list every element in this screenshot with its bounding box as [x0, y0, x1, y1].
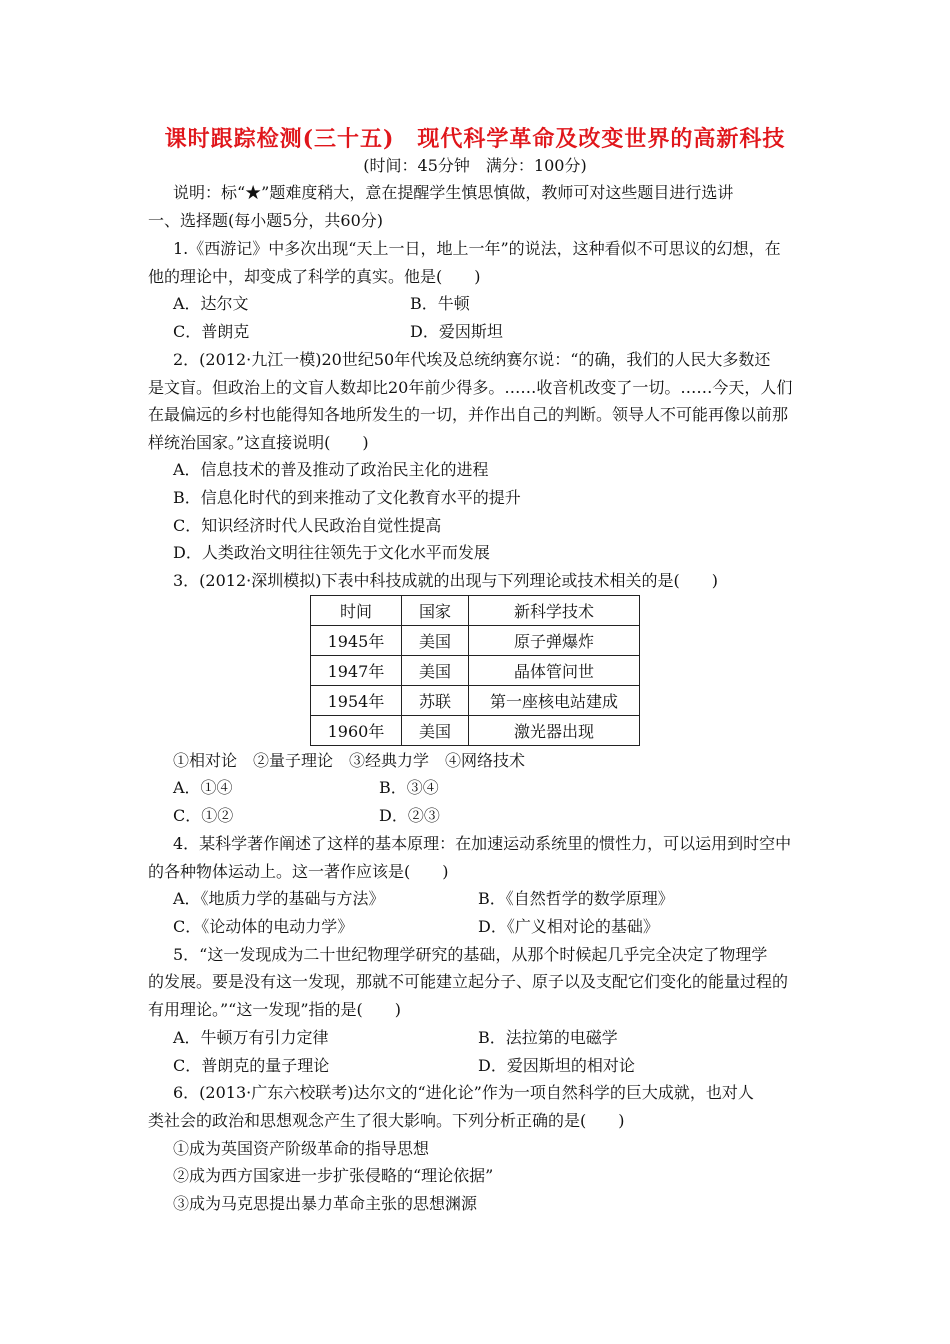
option-d: D．《广义相对论的基础》 — [478, 917, 659, 936]
table-cell: 1960年 — [311, 716, 402, 746]
question-text-line: 样统治国家。”这直接说明( ) — [148, 433, 369, 452]
table-cell: 晶体管问世 — [469, 656, 640, 686]
instructions-note: 说明：标“★”题难度稍大，意在提醒学生慎思慎做，教师可对这些题目进行选讲 — [173, 183, 734, 202]
option-b: B．牛顿 — [410, 294, 470, 313]
question-text-line: 2．(2012·九江一模)20世纪50年代埃及总统纳赛尔说：“的确，我们的人民大多数还 — [173, 350, 771, 369]
table-cell: 美国 — [402, 626, 469, 656]
question-text-line: 5．“这一发现成为二十世纪物理学研究的基础，从那个时候起几乎完全决定了物理学 — [173, 945, 768, 964]
option-d: D．爱因斯坦的相对论 — [478, 1056, 635, 1075]
question-text-line: 4．某科学著作阐述了这样的基本原理：在加速运动系统里的惯性力，可以运用到时空中 — [173, 834, 792, 853]
question-text-line: 在最偏远的乡村也能得知各地所发生的一切，并作出自己的判断。领导人不可能再像以前那 — [148, 405, 789, 424]
table-cell: 1947年 — [311, 656, 402, 686]
question-text-line: 类社会的政治和思想观念产生了很大影响。下列分析正确的是( ) — [148, 1111, 625, 1130]
option-c: C．①② — [173, 806, 234, 825]
table-cell: 美国 — [402, 656, 469, 686]
option-a: A．牛顿万有引力定律 — [173, 1028, 329, 1047]
option-a: A．达尔文 — [173, 294, 249, 313]
statement-item: ②成为西方国家进一步扩张侵略的“理论依据” — [173, 1166, 494, 1185]
option-b: B．法拉第的电磁学 — [478, 1028, 618, 1047]
table-row — [311, 716, 640, 746]
option-c: C．普朗克的量子理论 — [173, 1056, 330, 1075]
option-b: B．信息化时代的到来推动了文化教育水平的提升 — [173, 488, 521, 507]
page-title: 课时跟踪检测(三十五) 现代科学革命及改变世界的高新科技 — [164, 126, 786, 152]
table-cell: 1954年 — [311, 686, 402, 716]
statement-item: ③成为马克思提出暴力革命主张的思想渊源 — [173, 1194, 478, 1213]
table-row — [311, 626, 640, 656]
option-d: D．②③ — [379, 806, 440, 825]
table-row — [311, 656, 640, 686]
table-cell: 美国 — [402, 716, 469, 746]
statement-item: ①成为英国资产阶级革命的指导思想 — [173, 1139, 430, 1158]
table-cell: 苏联 — [402, 686, 469, 716]
table-cell: 1945年 — [311, 626, 402, 656]
option-a: A．信息技术的普及推动了政治民主化的进程 — [173, 460, 489, 479]
table-cell: 第一座核电站建成 — [469, 686, 640, 716]
option-d: D．人类政治文明往往领先于文化水平而发展 — [173, 543, 490, 562]
table-cell: 原子弹爆炸 — [469, 626, 640, 656]
question-text-line: 是文盲。但政治上的文盲人数却比20年前少得多。……收音机改变了一切。……今天，人们 — [148, 378, 793, 397]
table-cell: 激光器出现 — [469, 716, 640, 746]
question-text-line: 3．(2012·深圳模拟)下表中科技成就的出现与下列理论或技术相关的是( ) — [173, 571, 718, 590]
table-header-row — [311, 596, 640, 626]
question-text-line: 6．(2013·广东六校联考)达尔文的“进化论”作为一项自然科学的巨大成就，也对人 — [173, 1083, 754, 1102]
time-score-info: (时间：45分钟 满分：100分) — [363, 156, 587, 175]
section-heading: 一、选择题(每小题5分，共60分) — [148, 211, 384, 230]
table-header-cell: 国家 — [402, 596, 469, 626]
achievements-table — [310, 595, 640, 746]
option-d: D．爱因斯坦 — [410, 322, 503, 341]
option-c: C．知识经济时代人民政治自觉性提高 — [173, 516, 442, 535]
option-a: A．《地质力学的基础与方法》 — [173, 889, 385, 908]
question-text-line: 他的理论中，却变成了科学的真实。他是( ) — [148, 267, 481, 286]
question-text-line: 的各种物体运动上。这一著作应该是( ) — [148, 862, 449, 881]
theory-items: ①相对论 ②量子理论 ③经典力学 ④网络技术 — [173, 751, 526, 770]
question-text-line: 的发展。要是没有这一发现，那就不可能建立起分子、原子以及支配它们变化的能量过程的 — [148, 972, 789, 991]
table-row — [311, 686, 640, 716]
option-c: C．《论动体的电动力学》 — [173, 917, 354, 936]
table-header-cell: 时间 — [311, 596, 402, 626]
option-a: A．①④ — [173, 778, 233, 797]
option-b: B．《自然哲学的数学原理》 — [478, 889, 674, 908]
option-c: C．普朗克 — [173, 322, 250, 341]
question-text-line: 1.《西游记》中多次出现“天上一日，地上一年”的说法，这种看似不可思议的幻想，在 — [173, 239, 781, 258]
table-header-cell: 新科学技术 — [469, 596, 640, 626]
question-text-line: 有用理论。”“这一发现”指的是( ) — [148, 1000, 402, 1019]
option-b: B．③④ — [379, 778, 439, 797]
